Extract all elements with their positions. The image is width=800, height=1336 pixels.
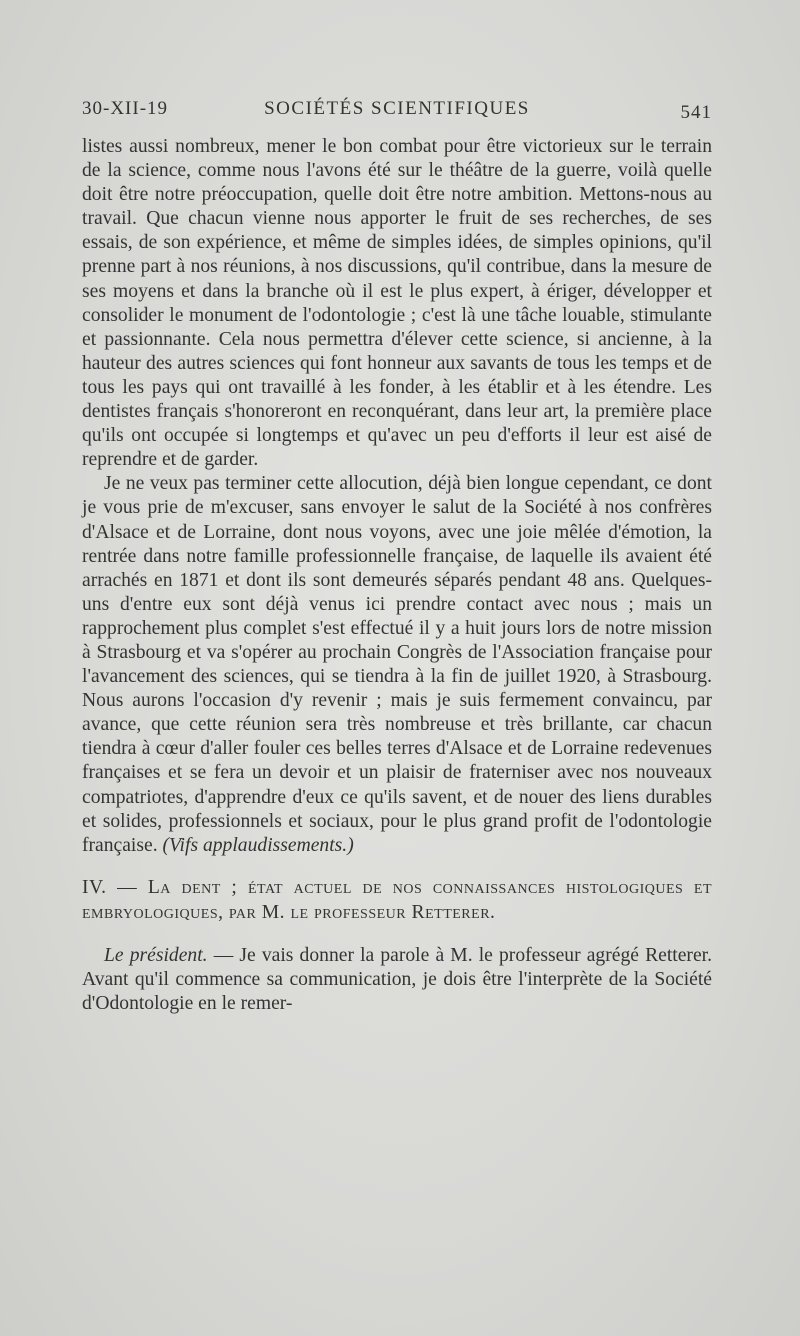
speaker-label: Le président. xyxy=(104,944,208,966)
page-body xyxy=(82,135,712,1016)
paragraph-president xyxy=(82,944,712,1016)
header-date: 30-XII-19 xyxy=(82,98,169,119)
running-header xyxy=(82,98,712,128)
applause-note: (Vifs applaudissements.) xyxy=(162,834,354,856)
paragraph-allocution-end xyxy=(82,472,712,858)
paragraph-continued: listes aussi nombreux, mener le bon combat pour être victorieux sur le terrain de la science, comme nous l'avons été sur le théâtre de la guerre, voilà quelle doit être notre préoccupation, quelle doit être notre ambition. Mettons-nous au travail. Que chacun vienne nous apporter le fruit de ses recherches, de ses essais, de son expérience, et même de simples idées, de simples opinions, qu'il prenne part à nos réunions, à nos discussions, qu'il contribue, dans la mesure de ses moyens et dans la branche où il est le plus expert, à ériger, développer et consolider le monument de l'odontologie ; c'est là une tâche louable, stimulante et passionnante. Cela nous permettra d'élever cette science, si ancienne, à la hauteur des autres sciences qui font honneur aux savants de tous les temps et de tous les pays qui ont travaillé à les fonder, à les établir et à les étendre. Les dentistes français s'honoreront en reconquérant, dans leur art, la première place qu'ils ont occupée si longtemps et qu'avec un peu d'efforts il leur est aisé de reprendre et de garder. xyxy=(82,136,712,471)
header-page-number: 541 xyxy=(680,102,712,123)
header-running-title: SOCIÉTÉS SCIENTIFIQUES xyxy=(264,98,530,119)
paragraph-text: Je ne veux pas terminer cette allocution, déjà bien longue cependant, ce dont je vous prie de m'excuser, sans envoyer le salut de la Société à nos confrères d'Alsace et de Lorraine, dont nous voyons, avec une joie mêlée d'émotion, la rentrée dans notre famille professionnelle française, de laquelle ils avaient été arrachés en 1871 et dont ils sont demeurés séparés pendant 48 ans. Quelques-uns d'entre eux sont déjà venus ici prendre contact avec nous ; mais un rapprochement plus complet s'est effectué il y a huit jours lors de notre mission à Strasbourg et va s'opérer au prochain Congrès de l'Association française pour l'avancement des sciences, qui se tiendra à la fin de juillet 1920, à Strasbourg. Nous aurons l'occasion d'y revenir ; mais je suis fermement convaincu, par avance, que cette réunion sera très nombreuse et très brillante, car chacun tiendra à cœur d'aller fouler ces belles terres d'Alsace et de Lorraine redevenues françaises et se fera un devoir et un plaisir de fraterniser avec nos nouveaux compatriotes, d'apprendre d'eux ce qu'ils savent, et de nouer des liens durables et solides, professionnels et sociaux, pour le plus grand profit de l'odontologie française. xyxy=(82,473,712,856)
speaker-text: — Je vais donner la parole à M. le professeur agrégé Retterer. Avant qu'il commence sa communication, je dois être l'interprète de la Société d'Odontologie en le remer- xyxy=(82,944,712,1014)
section-heading: IV. — La dent ; état actuel de nos connaissances histologiques et embryologiques, par M. le professeur Retterer. xyxy=(82,876,712,923)
